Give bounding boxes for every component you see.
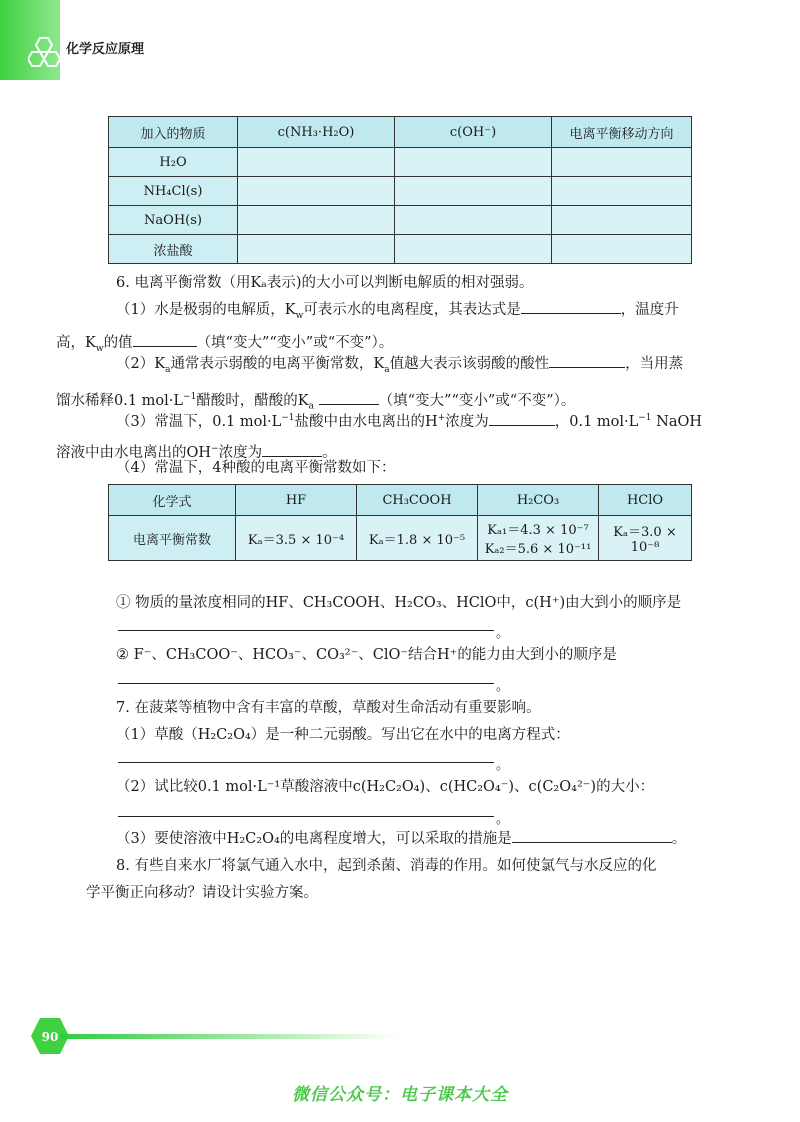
question-6-4-1: ① 物质的量浓度相同的HF、CH₃COOH、H₂CO₃、HClO中，c(H⁺)由大到小的顺序是 [116,595,682,611]
answer-blank[interactable] [549,353,625,368]
table-cell[interactable] [552,148,692,177]
page-number: 90 [41,1030,59,1044]
table-header: HF [236,485,357,516]
table-cell: Kₐ＝3.5 × 10⁻⁴ [236,516,357,561]
table-header: c(OH⁻) [395,117,552,148]
table-cell[interactable] [552,235,692,264]
table-cell[interactable] [238,206,395,235]
answer-line[interactable] [118,630,494,631]
answer-blank[interactable] [319,390,379,405]
answer-blank[interactable] [512,828,672,843]
ionization-table [108,116,692,264]
question-7-1: （1）草酸（H₂C₂O₄）是一种二元弱酸。写出它在水中的电离方程式： [116,727,570,743]
table-cell[interactable] [238,235,395,264]
answer-line[interactable] [118,762,494,763]
question-8-line2: 学平衡正向移动？请设计实验方案。 [86,885,318,901]
question-6-4: （4）常温下，4种酸的电离平衡常数如下： [116,460,396,476]
table-cell[interactable] [238,148,395,177]
table-header: 电离平衡移动方向 [552,117,692,148]
period-mark: 。 [496,679,510,694]
table-cell: Kₐ₁＝4.3 × 10⁻⁷ Kₐ₂＝5.6 × 10⁻¹¹ [478,516,599,561]
table-header: c(NH₃·H₂O) [238,117,395,148]
question-6-4-2: ② F⁻、CH₃COO⁻、HCO₃⁻、CO₃²⁻、ClO⁻结合H⁺的能力由大到小的顺序是 [116,647,617,663]
table-cell[interactable] [395,148,552,177]
table-header: CH₃COOH [357,485,478,516]
question-6-title: 6. 电离平衡常数（用Kₐ表示)的大小可以判断电解质的相对强弱。 [116,275,534,291]
question-8-line1: 8. 有些自来水厂将氯气通入水中，起到杀菌、消毒的作用。如何使氯气与水反应的化 [116,858,657,874]
table-cell: Kₐ＝1.8 × 10⁻⁵ [357,516,478,561]
table-header: H₂CO₃ [478,485,599,516]
answer-blank[interactable] [133,332,197,347]
answer-blank[interactable] [521,299,621,314]
table-cell[interactable] [395,206,552,235]
table-cell[interactable] [552,177,692,206]
table-cell[interactable] [395,235,552,264]
answer-blank[interactable] [489,411,555,426]
table-header: 加入的物质 [109,117,238,148]
book-title: 化学反应原理 [66,42,145,57]
question-6-3: （3）常温下，0.1 $mol\cdot L^{-1}$盐酸中由水电离出的H+浓度为 ，0.1 $mol\cdot L^{-1}$ NaOH 溶液中由水电离出的OH−浓度为 。 [86,405,718,467]
answer-line[interactable] [118,816,494,817]
table-row-label: NaOH(s) [109,206,238,235]
question-6-1: （1）水是极弱的电解质，$K_w$可表示水的电离程度，其表达式是 ，温度升 高，$K_w$的值 （填“变大”“变小”或“不变”）。 [86,297,718,363]
footer-bar [60,1034,400,1039]
acid-constants-table [108,484,692,561]
table-cell[interactable] [552,206,692,235]
table-cell[interactable] [238,177,395,206]
period-mark: 。 [496,626,510,641]
table-row-label: 电离平衡常数 [109,516,236,561]
table-row-label: NH₄Cl(s) [109,177,238,206]
table-cell: Kₐ＝3.0 × 10⁻⁸ [599,516,692,561]
question-7-title: 7. 在菠菜等植物中含有丰富的草酸，草酸对生命活动有重要影响。 [116,700,541,716]
table-cell[interactable] [395,177,552,206]
question-7-2: （2）试比较0.1 mol·L⁻¹草酸溶液中c(H₂C₂O₄)、c(HC₂O₄⁻)、c(C₂O₄²⁻)的大小： [116,779,655,795]
table-row-label: 浓盐酸 [109,235,238,264]
table-header: 化学式 [109,485,236,516]
answer-line[interactable] [118,683,494,684]
watermark: 微信公众号：电子课本大全 [292,1085,508,1105]
table-header: HClO [599,485,692,516]
question-7-3: （3）要使溶液中H₂C₂O₄的电离程度增大，可以采取的措施是 。 [86,826,718,853]
table-row-label: H₂O [109,148,238,177]
question-6-2: $(2)K_a$通常表示弱酸的电离平衡常数，$K_a$值越大表示该弱酸的酸性 ，当用蒸 馏水稀释0.1 $mol\cdot L^{-1}$醋酸时，醋酸的$K_a$ （填“变大”“变小”或“不变”）。 [86,351,718,421]
period-mark: 。 [496,812,510,827]
period-mark: 。 [496,758,510,773]
